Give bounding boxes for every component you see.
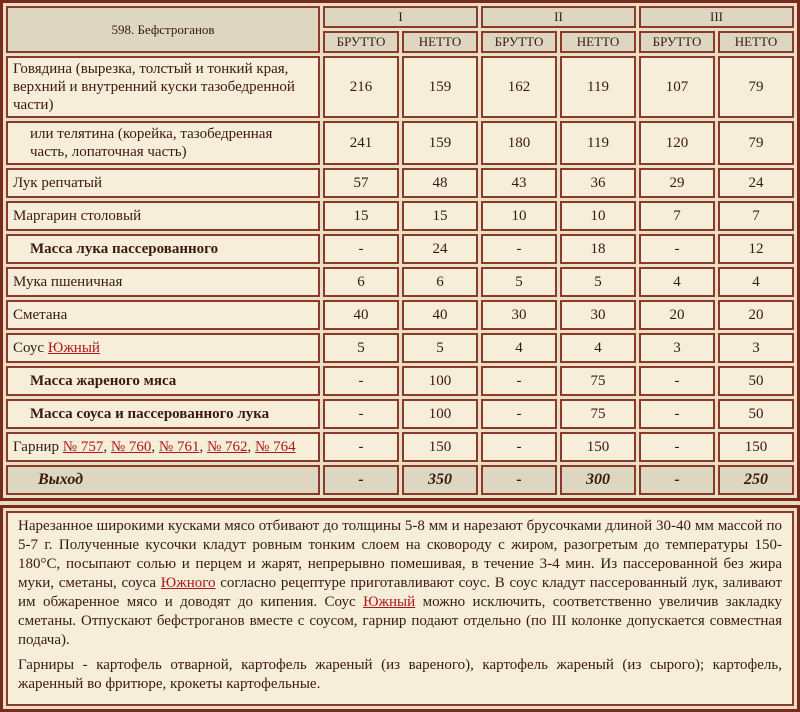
value-cell: 75 — [560, 366, 636, 396]
ingredient-name — [6, 121, 320, 165]
garnish-paragraph: Гарниры - картофель отварной, картофель жареный (из вареного), картофель жареный (из сырого); картофель, жаренный во фритюре, крокеты картофельные. — [18, 657, 782, 692]
table-row — [6, 234, 794, 264]
link-yuzhny-sauce[interactable]: Южный — [363, 594, 416, 610]
value-cell: 15 — [323, 201, 399, 231]
value-cell: 159 — [402, 56, 478, 118]
value-cell: 50 — [718, 366, 794, 396]
value-cell: 216 — [323, 56, 399, 118]
recipe-title: 598. Бефстроганов — [6, 6, 320, 53]
value-cell: - — [639, 432, 715, 462]
label: Мука пшеничная — [13, 274, 123, 290]
label: Масса соуса и пассерованного лука — [30, 406, 270, 422]
value-cell: 79 — [718, 121, 794, 165]
group-header: III — [639, 6, 794, 28]
label: Лук репчатый — [13, 175, 102, 191]
text: согласно рецептуре приготавливают соус. В соус кладут пассерованный лук, заливают им обжаренное мясо и доводят до кипения. Соус — [18, 575, 783, 610]
value-cell: - — [323, 399, 399, 429]
netto-header: НЕТТО — [560, 31, 636, 53]
value-cell: 20 — [718, 300, 794, 330]
value-cell: 48 — [402, 168, 478, 198]
value-cell: - — [481, 366, 557, 396]
value-cell: 40 — [402, 300, 478, 330]
label: Говядина (вырезка, толстый и тонкий края, верхний и внутренний куски тазобедренной части) — [13, 61, 295, 113]
value-cell: 29 — [639, 168, 715, 198]
value-cell: 24 — [718, 168, 794, 198]
value-cell: - — [323, 432, 399, 462]
value-cell: 180 — [481, 121, 557, 165]
value-cell: 6 — [323, 267, 399, 297]
value-cell: 10 — [560, 201, 636, 231]
label: или телятина (корейка, тазобедренная часть, лопаточная часть) — [30, 126, 273, 160]
output-value: - — [639, 465, 715, 495]
output-label: Выход — [6, 465, 320, 495]
netto-header: НЕТТО — [718, 31, 794, 53]
link-garnish[interactable]: № 764 — [255, 439, 296, 455]
group-header: I — [323, 6, 478, 28]
output-value: 250 — [718, 465, 794, 495]
output-value: 350 — [402, 465, 478, 495]
output-value: 300 — [560, 465, 636, 495]
table-row — [6, 121, 794, 165]
link-yuzhny-sauce[interactable]: Южного — [160, 575, 216, 591]
ingredient-name — [6, 56, 320, 118]
value-cell: 5 — [402, 333, 478, 363]
link-sauce[interactable]: Южный — [47, 340, 100, 356]
value-cell: 5 — [323, 333, 399, 363]
ingredient-name — [6, 234, 320, 264]
table-row — [6, 432, 794, 462]
value-cell: 7 — [718, 201, 794, 231]
value-cell: - — [323, 366, 399, 396]
label: Маргарин столовый — [13, 208, 142, 224]
value-cell: 150 — [560, 432, 636, 462]
group-header: II — [481, 6, 636, 28]
value-cell: 24 — [402, 234, 478, 264]
value-cell: - — [481, 234, 557, 264]
value-cell: 4 — [639, 267, 715, 297]
value-cell: - — [481, 399, 557, 429]
value-cell: 4 — [481, 333, 557, 363]
value-cell: 5 — [560, 267, 636, 297]
ingredient-name — [6, 267, 320, 297]
table-row — [6, 333, 794, 363]
ingredient-name — [6, 300, 320, 330]
table-row — [6, 267, 794, 297]
output-value: - — [481, 465, 557, 495]
label: Гарнир — [13, 439, 63, 455]
output-row — [6, 465, 794, 495]
brutto-header: БРУТТО — [481, 31, 557, 53]
value-cell: 4 — [560, 333, 636, 363]
value-cell: - — [639, 366, 715, 396]
link-garnish[interactable]: № 757 — [62, 439, 104, 455]
value-cell: 119 — [560, 56, 636, 118]
value-cell: - — [639, 399, 715, 429]
value-cell: 162 — [481, 56, 557, 118]
ingredient-name: Гарнир № 757, № 760, № 761, № 762, № 764 — [6, 432, 320, 462]
table-row — [6, 399, 794, 429]
value-cell: 119 — [560, 121, 636, 165]
link-garnish[interactable]: № 762 — [206, 439, 248, 455]
table-row — [6, 201, 794, 231]
label: Масса лука пассерованного — [30, 241, 219, 257]
value-cell: 18 — [560, 234, 636, 264]
value-cell: 43 — [481, 168, 557, 198]
value-cell: 3 — [639, 333, 715, 363]
brutto-header: БРУТТО — [323, 31, 399, 53]
value-cell: 5 — [481, 267, 557, 297]
link-garnish[interactable]: № 761 — [158, 439, 200, 455]
table-row — [6, 366, 794, 396]
value-cell: 40 — [323, 300, 399, 330]
ingredient-name — [6, 333, 320, 363]
value-cell: 100 — [402, 366, 478, 396]
value-cell: 241 — [323, 121, 399, 165]
value-cell: 50 — [718, 399, 794, 429]
label: Сметана — [13, 307, 68, 323]
value-cell: 15 — [402, 201, 478, 231]
value-cell: 75 — [560, 399, 636, 429]
link-garnish[interactable]: № 760 — [110, 439, 152, 455]
table-row — [6, 56, 794, 118]
brutto-header: БРУТТО — [639, 31, 715, 53]
value-cell: 6 — [402, 267, 478, 297]
value-cell: 7 — [639, 201, 715, 231]
value-cell: - — [481, 432, 557, 462]
ingredient-name — [6, 201, 320, 231]
description-paragraph — [18, 517, 782, 650]
table-row — [6, 168, 794, 198]
label: Масса жареного мяса — [30, 373, 177, 389]
value-cell: - — [323, 234, 399, 264]
value-cell: - — [639, 234, 715, 264]
value-cell: 150 — [718, 432, 794, 462]
value-cell: 120 — [639, 121, 715, 165]
value-cell: 30 — [481, 300, 557, 330]
value-cell: 3 — [718, 333, 794, 363]
value-cell: 36 — [560, 168, 636, 198]
text: Нарезанное широкими кусками мясо отбивают до толщины 5-8 мм и нарезают брусочками длиной 30-40 мм массой по 5-7 г. Полученные кусочки кладут ровным тонким слоем на сковороду с жиром, разогретым до температуры 150-180°С, посыпают солью и перцем и жарят, непрерывно помешивая, в течение 3-4 мин. Из пассерованной без жира муки, сметаны, соуса — [18, 518, 782, 591]
value-cell: 100 — [402, 399, 478, 429]
ingredient-name — [6, 366, 320, 396]
text: можно исключить, соответственно увеличив закладку сметаны. Отпускают бефстроганов вместе с соусом, гарнир подают отдельно (по III колонке допускается совместная подача). — [18, 594, 783, 648]
value-cell: 79 — [718, 56, 794, 118]
table-row — [6, 300, 794, 330]
value-cell: 20 — [639, 300, 715, 330]
label: Соус — [13, 340, 48, 356]
output-value: - — [323, 465, 399, 495]
description-box — [0, 505, 800, 712]
value-cell: 57 — [323, 168, 399, 198]
value-cell: 10 — [481, 201, 557, 231]
value-cell: 107 — [639, 56, 715, 118]
ingredient-name — [6, 168, 320, 198]
value-cell: 12 — [718, 234, 794, 264]
value-cell: 30 — [560, 300, 636, 330]
value-cell: 150 — [402, 432, 478, 462]
netto-header: НЕТТО — [402, 31, 478, 53]
value-cell: 159 — [402, 121, 478, 165]
value-cell: 4 — [718, 267, 794, 297]
ingredient-name — [6, 399, 320, 429]
